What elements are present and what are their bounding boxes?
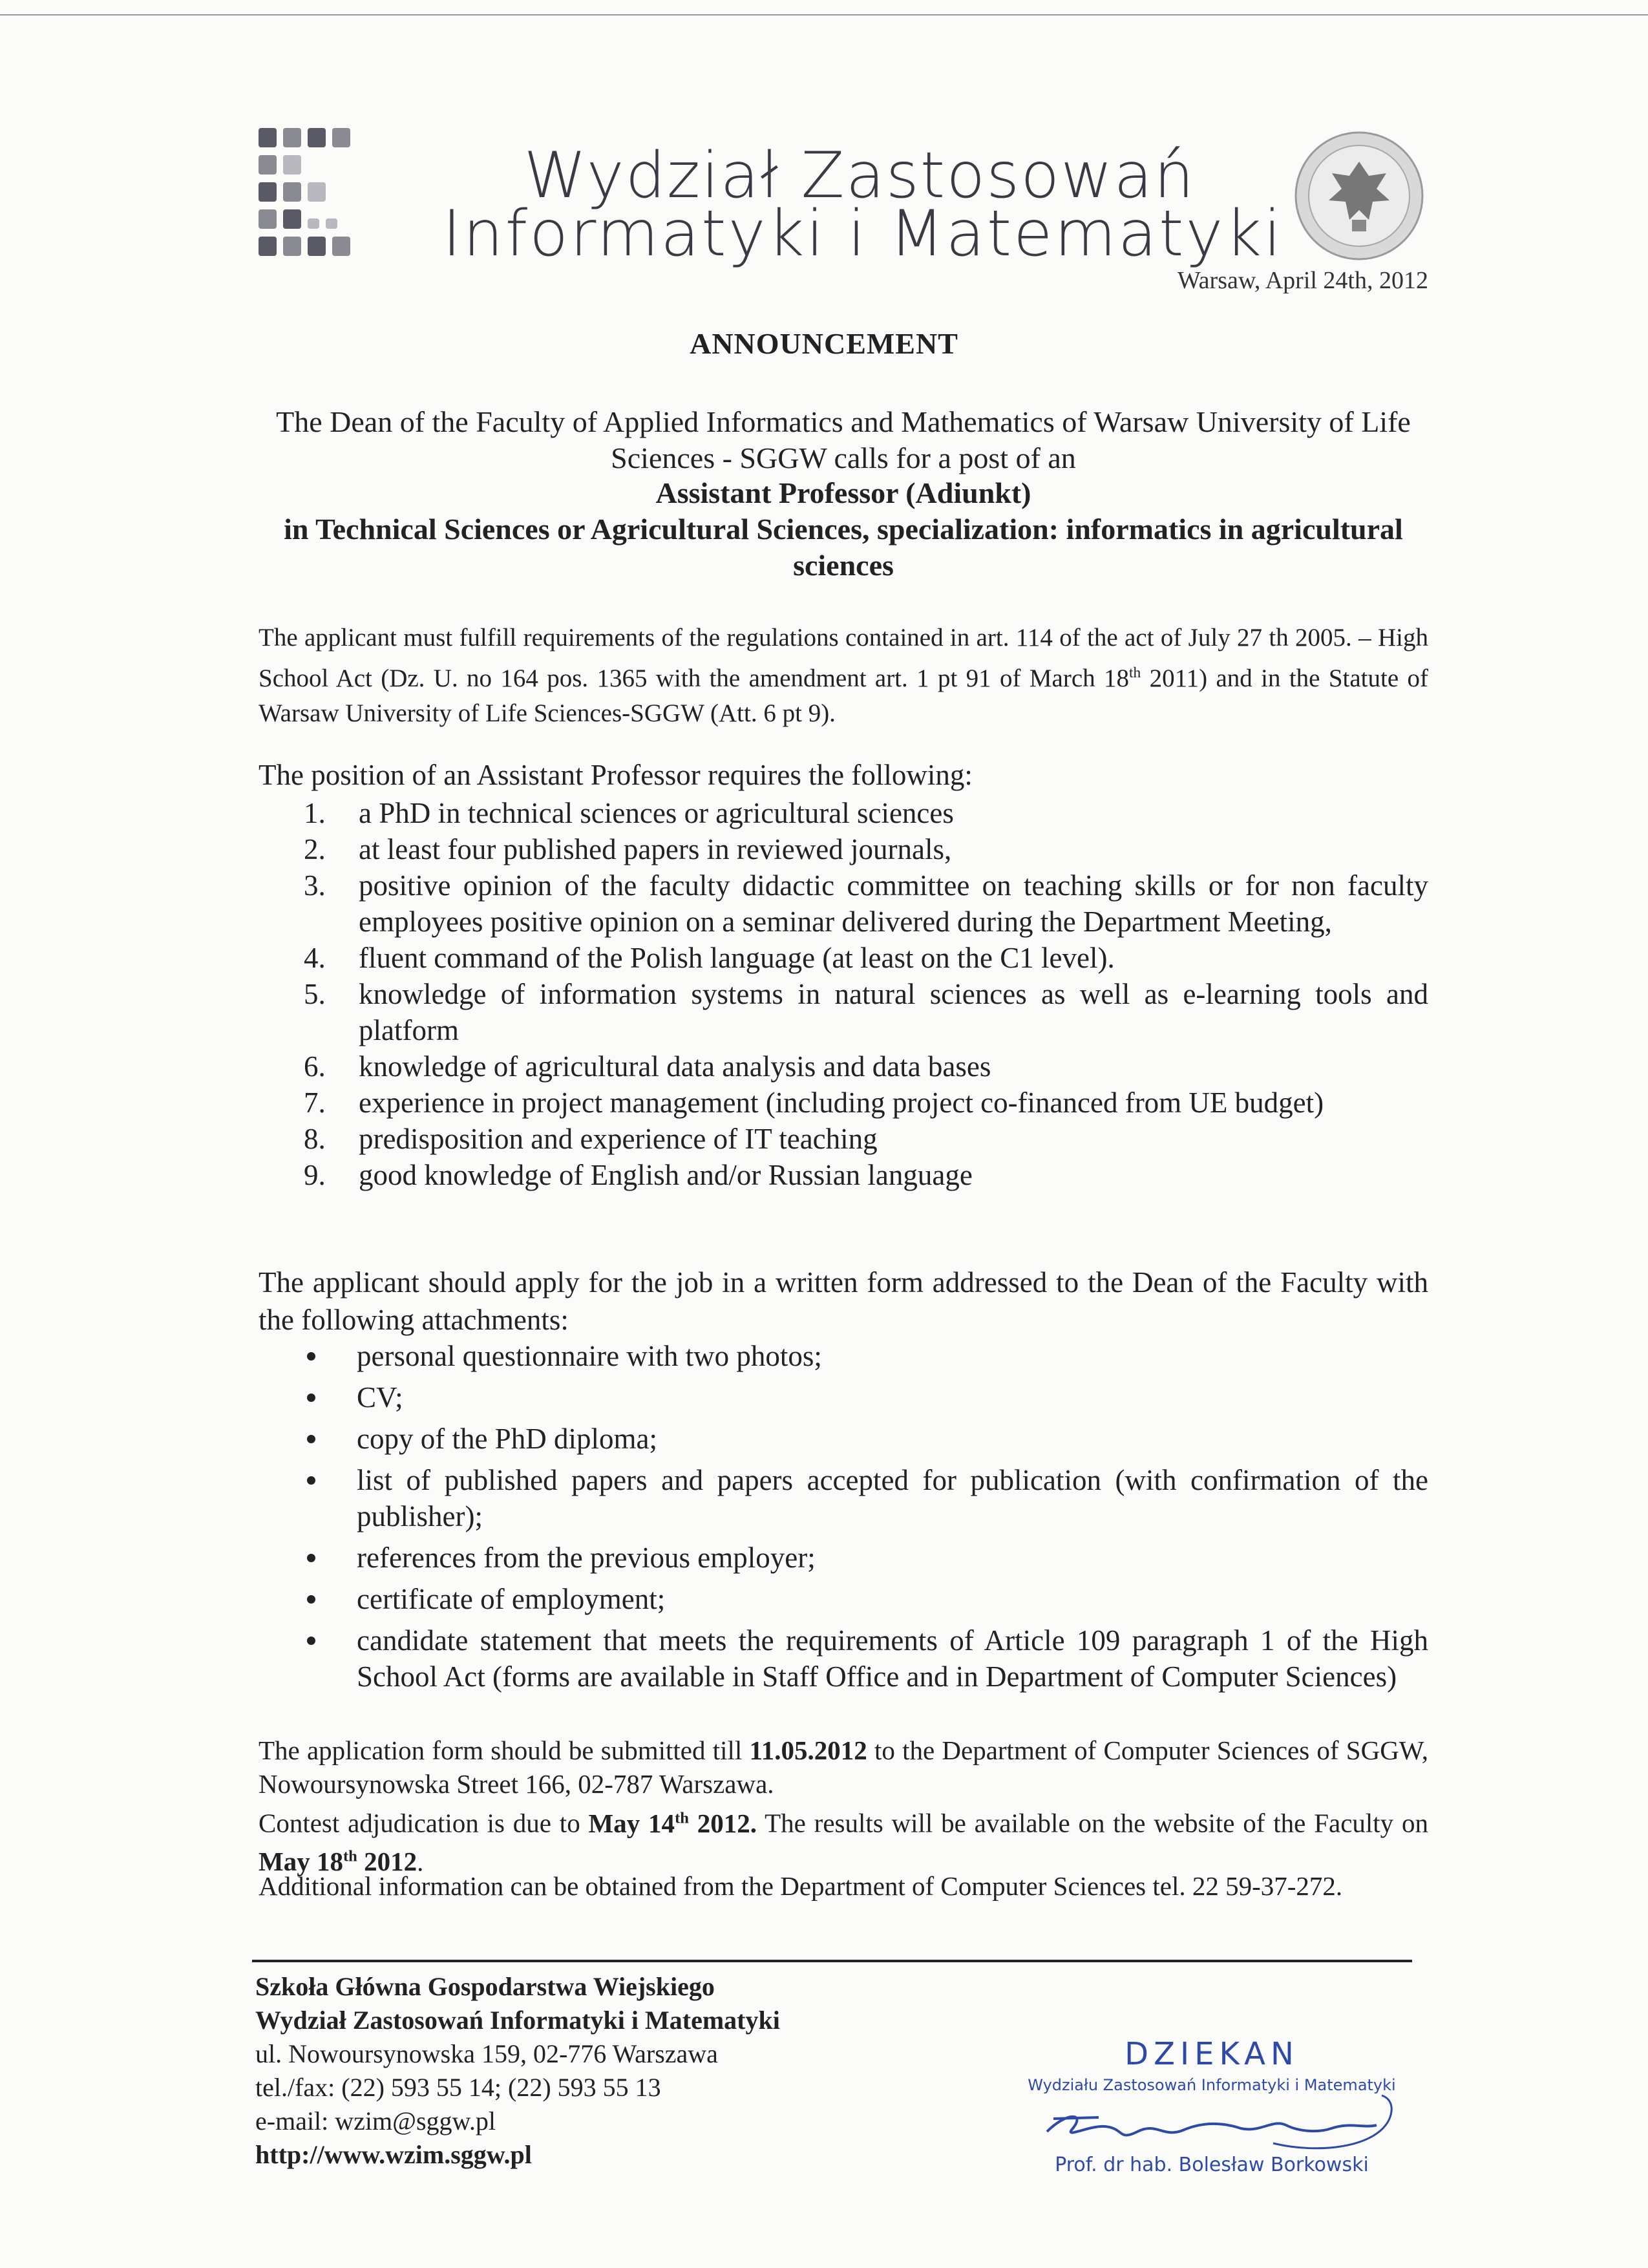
list-item: references from the previous employer; — [259, 1540, 1428, 1576]
results-date: May 18th 2012 — [259, 1847, 417, 1877]
list-item: copy of the PhD diploma; — [259, 1421, 1428, 1457]
list-item: 1. a PhD in technical sciences or agricultural sciences — [304, 797, 954, 829]
attachments-list — [259, 1338, 1428, 1700]
legal-requirements-paragraph — [259, 620, 1428, 731]
document-title: ANNOUNCEMENT — [690, 327, 958, 360]
requirements-list — [259, 795, 1428, 1193]
street-address: ul. Nowoursynowska 159, 02-776 Warszawa — [255, 2039, 718, 2068]
list-item: personal questionnaire with two photos; — [259, 1338, 1428, 1374]
adjudication-date: May 14th 2012. — [588, 1808, 757, 1838]
bullet-icon — [307, 1554, 315, 1562]
submission-deadline: 11.05.2012 — [749, 1735, 867, 1765]
bullet-icon — [307, 1595, 315, 1604]
signatory-name: Prof. dr hab. Bolesław Borkowski — [1055, 2154, 1369, 2176]
website-link[interactable]: http://www.wzim.sggw.pl — [255, 2140, 532, 2169]
bullet-icon — [307, 1394, 315, 1402]
position-title — [259, 475, 1428, 584]
list-item: 7. experience in project management (including project co-financed from UE budget) — [304, 1086, 1324, 1119]
footer-address — [255, 1970, 780, 2172]
submission-paragraph: The application form should be submitted till 11.05.2012 to the Department of Computer Sciences of SGGW, Nowoursynowska Street 166, 02-787 Warszawa. — [259, 1735, 1428, 1799]
list-item: 8. predisposition and experience of IT teaching — [304, 1123, 878, 1155]
bullet-icon — [307, 1476, 315, 1485]
list-item: 6. knowledge of agricultural data analysis and data bases — [304, 1050, 991, 1083]
intro-text: The Dean of the Faculty of Applied Informatics and Mathematics of Warsaw University of Life Sciences - SGGW calls for a post of an — [276, 405, 1411, 474]
legal-req-sup: th — [1129, 664, 1141, 681]
position-title-line1: Assistant Professor (Adiunkt) — [655, 476, 1031, 509]
requirements-heading: The position of an Assistant Professor requires the following: — [259, 759, 973, 791]
list-item: CV; — [259, 1379, 1428, 1415]
phone-fax: tel./fax: (22) 593 55 14; (22) 593 55 13 — [255, 2073, 661, 2102]
bullet-icon — [307, 1637, 315, 1645]
place-and-date: Warsaw, April 24th, 2012 — [1177, 267, 1428, 294]
legal-req-part2: 2011) and in the Statute of Warsaw University of Life Sciences-SGGW (Att. 6 pt 9). — [259, 664, 1428, 727]
stamp-title: DZIEKAN — [1125, 2036, 1299, 2072]
faculty-name-line1: Wydział Zastosowań — [523, 139, 1196, 213]
faculty-name: Wydział Zastosowań Informatyki i Matematyki — [255, 2006, 780, 2035]
list-item: 5. knowledge of information systems in natural sciences as well as e-learning tools and platform — [304, 978, 1428, 1046]
email: e-mail: wzim@sggw.pl — [255, 2106, 496, 2136]
list-item: 3. positive opinion of the faculty didactic committee on teaching skills or for non faculty employees positive opinion on a seminar delivered during the Department Meeting, — [304, 869, 1428, 938]
list-item: candidate statement that meets the requirements of Article 109 paragraph 1 of the High School Act (forms are available in Staff Office and in Department of Computer Sciences) — [259, 1622, 1428, 1695]
stamp-department: Wydziału Zastosowań Informatyki i Matematyki — [1028, 2076, 1396, 2094]
adjudication-paragraph: Contest adjudication is due to May 14th 2012. The results will be available on the website of the Faculty on May 18th 2012. — [259, 1808, 1428, 1877]
legal-req-part1: The applicant must fulfill requirements of the regulations contained in art. 114 of the act of July 27 th 2005. – High School Act (Dz. U. no 164 pos. 1365 with the amendment art. 1 pt 91 of March 18 — [259, 624, 1428, 692]
apply-heading: The applicant should apply for the job in a written form addressed to the Dean of the Faculty with the following attachments: — [259, 1266, 1428, 1336]
faculty-name-line2: Informatyki i Matematyki — [442, 197, 1284, 271]
dean-stamp — [1021, 2036, 1402, 2178]
list-item: 9. good knowledge of English and/or Russian language — [304, 1159, 973, 1191]
university-seal-icon — [1293, 129, 1426, 262]
position-title-line2: in Technical Sciences or Agricultural Sciences, specialization: informatics in agricultural sciences — [284, 513, 1403, 582]
signature-icon — [1028, 2093, 1402, 2154]
bullet-icon — [307, 1435, 315, 1443]
bullet-icon — [307, 1352, 315, 1361]
list-item: certificate of employment; — [259, 1581, 1428, 1617]
list-item: 4. fluent command of the Polish language (at least on the C1 level). — [304, 942, 1115, 974]
additional-info-paragraph: Additional information can be obtained from the Department of Computer Sciences tel. 22 59-37-272. — [259, 1871, 1343, 1901]
university-name: Szkoła Główna Gospodarstwa Wiejskiego — [255, 1972, 715, 2001]
footer-divider — [252, 1960, 1412, 1962]
list-item: 2. at least four published papers in reviewed journals, — [304, 833, 952, 865]
top-border-line — [0, 14, 1648, 16]
list-item: list of published papers and papers accepted for publication (with confirmation of the publisher); — [259, 1462, 1428, 1534]
